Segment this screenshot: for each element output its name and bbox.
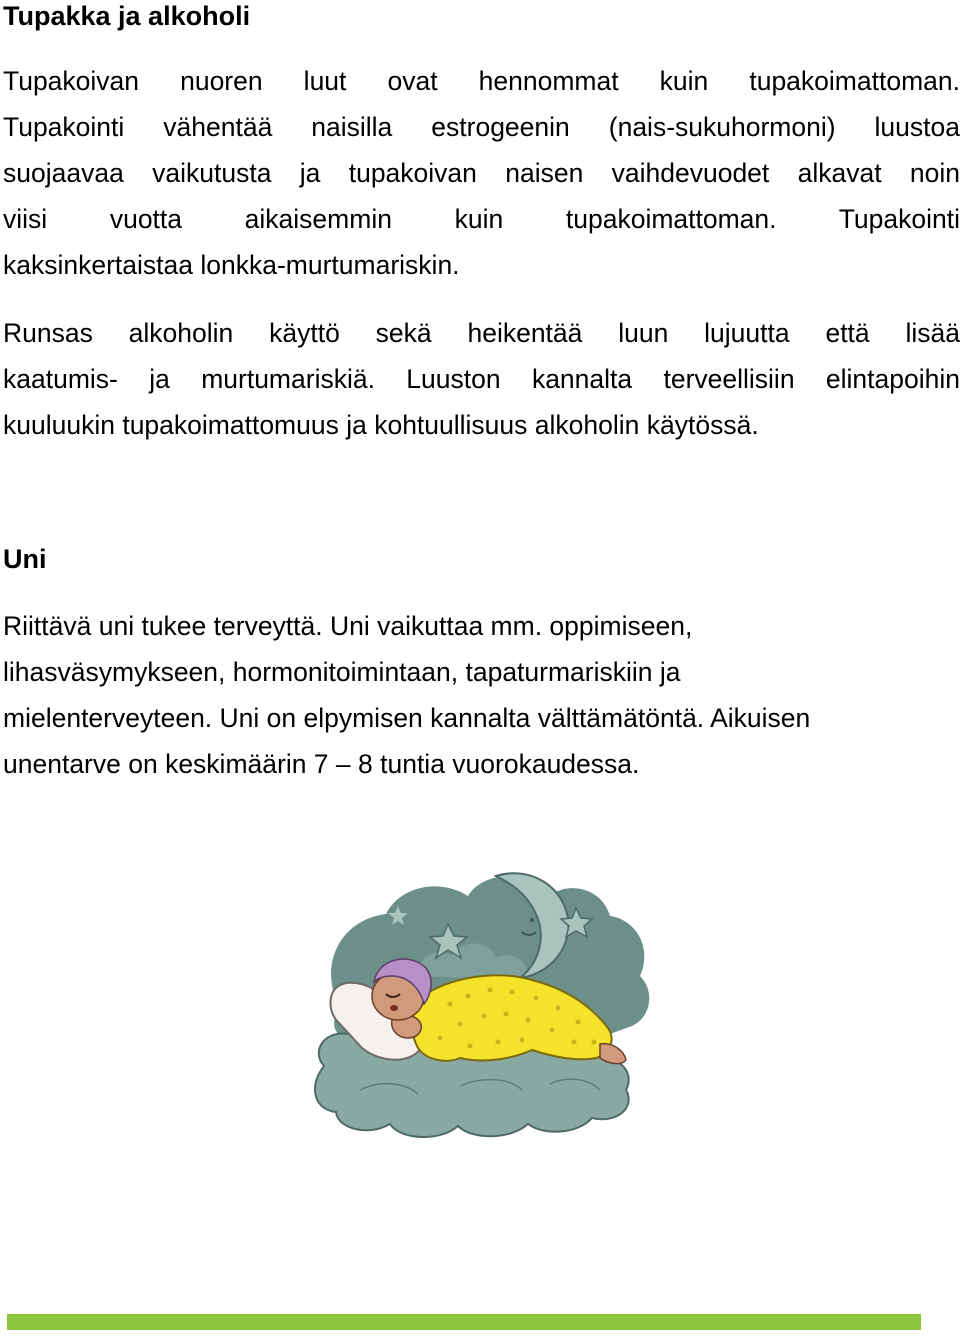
text-line: Riittävä uni tukee terveyttä. Uni vaikuttaa mm. oppimiseen,	[3, 611, 693, 641]
section-heading-tobacco: Tupakka ja alkoholi	[3, 1, 251, 31]
text-line: unentarve on keskimäärin 7 – 8 tuntia vuorokaudessa.	[3, 749, 640, 779]
text-line: kuuluukin tupakoimattomuus ja kohtuullisuus alkoholin käytössä.	[3, 410, 759, 440]
text-line: mielenterveyteen. Uni on elpymisen kannalta välttämätöntä. Aikuisen	[3, 703, 811, 733]
text-line: kaksinkertaistaa lonkka-murtumariskin.	[3, 250, 460, 280]
text-line: viisi vuotta aikaisemmin kuin tupakoimattoman. Tupakointi	[3, 204, 960, 234]
text-line: kaatumis- ja murtumariskiä. Luuston kannalta terveellisiin elintapoihin	[3, 364, 960, 394]
foot	[600, 1044, 626, 1064]
footer-bar	[7, 1314, 921, 1330]
text-line: suojaavaa vaikutusta ja tupakoivan naisen vaihdevuodet alkavat noin	[3, 158, 960, 188]
text-line: Tupakointi vähentää naisilla estrogeenin (nais-sukuhormoni) luustoa	[3, 112, 960, 142]
text-line: Runsas alkoholin käyttö sekä heikentää luun lujuutta että lisää	[3, 318, 960, 348]
paragraph-sleep	[3, 603, 960, 787]
paragraph-tobacco	[3, 58, 960, 288]
text-line: Tupakoivan nuoren luut ovat hennommat kuin tupakoimattoman.	[3, 66, 960, 96]
section-heading-sleep: Uni	[3, 544, 47, 574]
sleeping-person-on-cloud-icon	[300, 858, 660, 1158]
paragraph-alcohol	[3, 310, 960, 448]
text-line: lihasväsymykseen, hormonitoimintaan, tapaturmariskiin ja	[3, 657, 681, 687]
